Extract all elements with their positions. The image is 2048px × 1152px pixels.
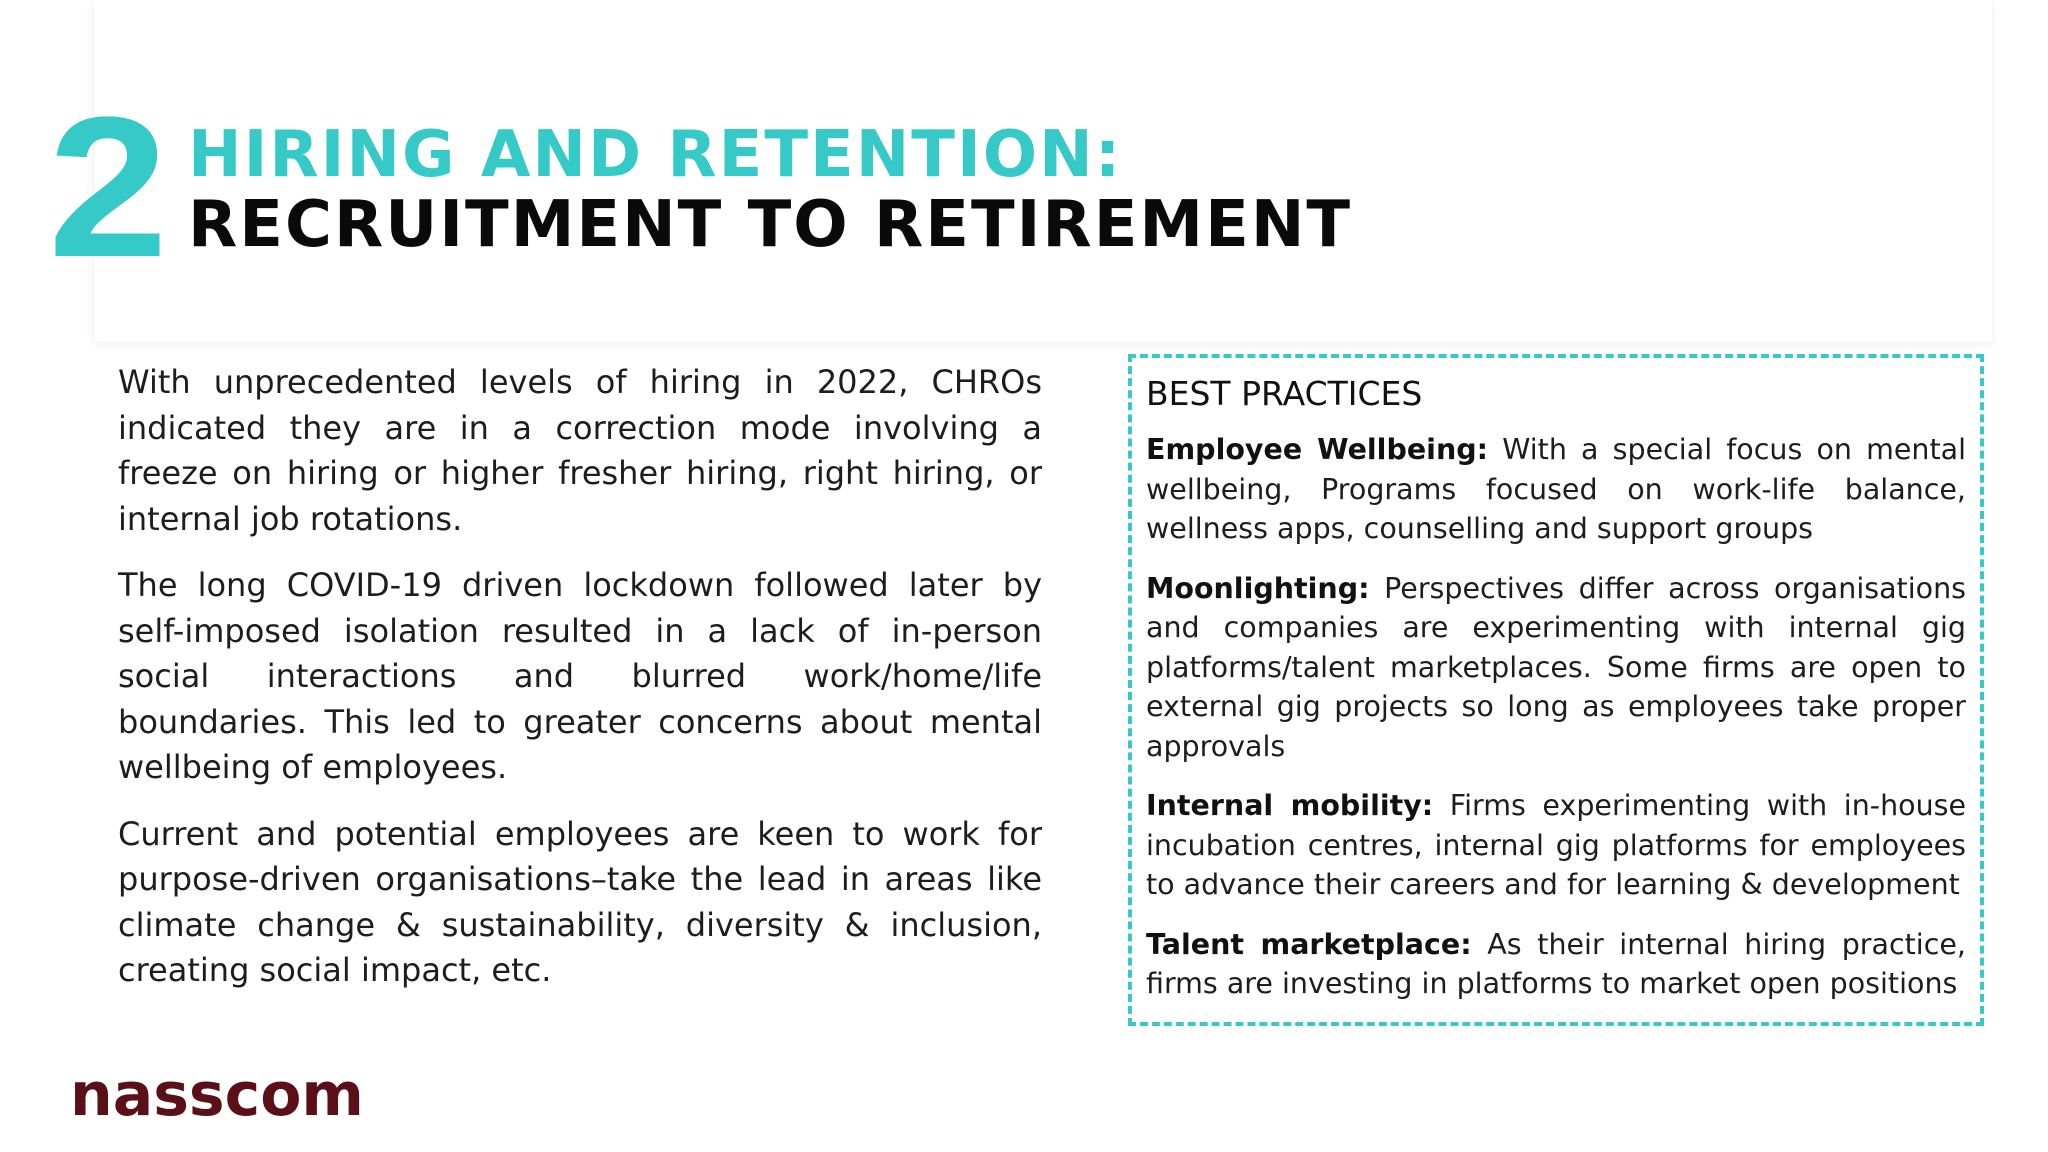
nasscom-logo: nasscom: [70, 1060, 364, 1130]
best-practice-item: [1146, 786, 1966, 905]
section-title-main: RECRUITMENT TO RETIREMENT: [188, 188, 1353, 262]
section-number: 2: [48, 76, 164, 299]
section-title-accent: HIRING AND RETENTION:: [188, 118, 1123, 192]
best-practice-term: Employee Wellbeing:: [1146, 433, 1489, 466]
best-practices-heading: BEST PRACTICES: [1146, 374, 1423, 413]
best-practice-item: [1146, 569, 1966, 767]
best-practices-box: [1128, 354, 1984, 1026]
intro-paragraph: With unprecedented levels of hiring in 2022, CHROs indicated they are in a correction mode involving a freeze on hiring or higher fresher hiring, right hiring, or internal job rotations.: [118, 363, 1042, 538]
best-practice-text: Firms experimenting with in-house incubation centres, internal gig platforms for employees to advance their careers and for learning & development: [1146, 789, 1967, 901]
best-practice-term: Moonlighting:: [1146, 571, 1370, 605]
best-practice-text: As their internal hiring practice, firms are investing in platforms to market open positions: [1146, 927, 1966, 1000]
best-practice-item: [1146, 925, 1966, 1004]
best-practice-text: With a special focus on mental wellbeing, Programs focused on work-life balance, wellness apps, counselling and support groups: [1146, 433, 1967, 545]
best-practice-text: Perspectives differ across organisations and companies are experimenting with internal gig platforms/talent marketplaces. Some firms are open to external gig projects so long as employees take proper approvals: [1146, 571, 1966, 763]
intro-text-column: [118, 360, 1042, 1015]
best-practice-term: Internal mobility:: [1146, 789, 1434, 822]
best-practice-item: [1146, 430, 1966, 549]
intro-paragraph: The long COVID-19 driven lockdown followed later by self-imposed isolation resulted in a lack of in-person social interactions and blurred work/home/life boundaries. This led to greater concerns about mental wellbeing of employees.: [118, 566, 1042, 786]
best-practice-term: Talent marketplace:: [1146, 927, 1472, 961]
intro-paragraph: Current and potential employees are keen to work for purpose-driven organisations–take the lead in areas like climate change & sustainability, diversity & inclusion, creating social impact, etc.: [118, 814, 1042, 989]
